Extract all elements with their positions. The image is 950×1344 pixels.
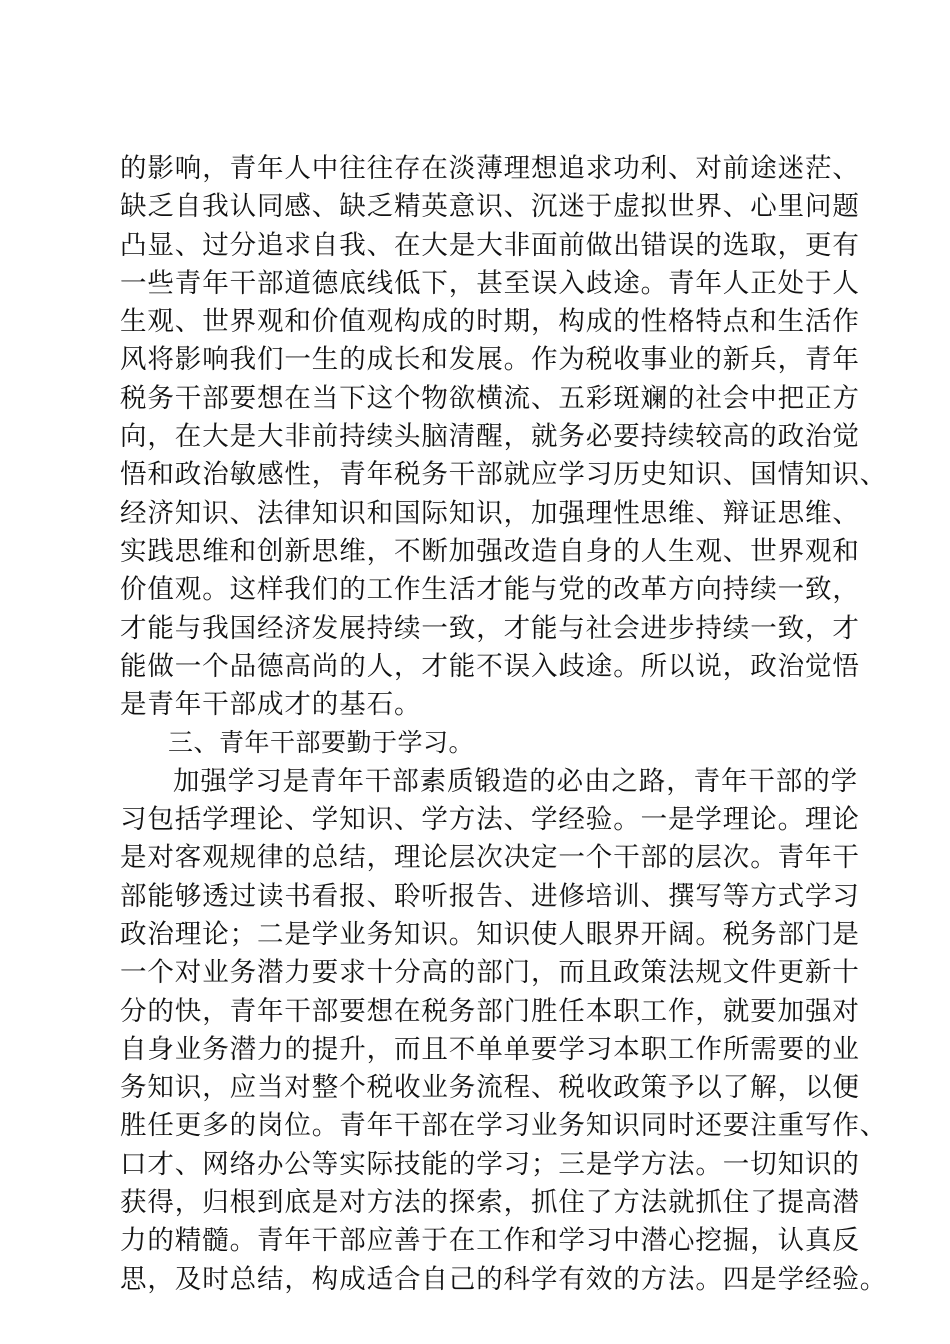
text-line: 税务干部要想在当下这个物欲横流、五彩斑斓的社会中把正方 <box>120 382 860 414</box>
section-heading: 三、青年干部要勤于学习。 <box>168 728 475 758</box>
text-line: 部能够透过读书看报、聆听报告、进修培训、撰写等方式学习 <box>120 880 860 912</box>
text-line: 胜任更多的岗位。青年干部在学习业务知识同时还要注重写作、 <box>120 1110 888 1142</box>
text-line: 思，及时总结，构成适合自己的科学有效的方法。四是学经验。 <box>120 1263 888 1295</box>
text-line: 加强学习是青年干部素质锻造的必由之路，青年干部的学 <box>173 765 858 797</box>
text-line: 分的快，青年干部要想在税务部门胜任本职工作，就要加强对 <box>120 995 860 1027</box>
text-line: 的影响，青年人中往往存在淡薄理想追求功利、对前途迷茫、 <box>120 153 860 184</box>
text-line: 凸显、过分追求自我、在大是大非面前做出错误的选取，更有 <box>120 229 860 261</box>
paragraph-diligent-study <box>120 763 888 1299</box>
text-line: 是青年干部成才的基石。 <box>120 689 422 721</box>
text-line: 缺乏自我认同感、缺乏精英意识、沉迷于虚拟世界、心里问题 <box>120 191 860 223</box>
text-line: 一个对业务潜力要求十分高的部门，而且政策法规文件更新十 <box>120 957 860 989</box>
text-line: 实践思维和创新思维，不断加强改造自身的人生观、世界观和 <box>120 535 860 567</box>
text-line: 向，在大是大非前持续头脑清醒，就务必要持续较高的政治觉 <box>120 421 860 453</box>
text-line: 能做一个品德高尚的人，才能不误入歧途。所以说，政治觉悟 <box>120 650 860 682</box>
text-line: 风将影响我们一生的成长和发展。作为税收事业的新兵，青年 <box>120 344 860 376</box>
text-line: 一些青年干部道德底线低下，甚至误入歧途。青年人正处于人 <box>120 267 860 299</box>
text-line: 悟和政治敏感性，青年税务干部就应学习历史知识、国情知识、 <box>120 459 888 491</box>
text-line: 才能与我国经济发展持续一致，才能与社会进步持续一致，才 <box>120 612 860 644</box>
text-line: 政治理论；二是学业务知识。知识使人眼界开阔。税务部门是 <box>120 918 860 950</box>
text-line: 价值观。这样我们的工作生活才能与党的改革方向持续一致， <box>120 574 860 606</box>
text-line: 经济知识、法律知识和国际知识，加强理性思维、辩证思维、 <box>120 497 860 529</box>
text-line: 是对客观规律的总结，理论层次决定一个干部的层次。青年干 <box>120 842 860 874</box>
text-line: 习包括学理论、学知识、学方法、学经验。一是学理论。理论 <box>120 804 860 836</box>
document-body <box>120 150 888 1299</box>
text-line: 力的精髓。青年干部应善于在工作和学习中潜心挖掘，认真反 <box>120 1225 860 1257</box>
text-line: 生观、世界观和价值观构成的时期，构成的性格特点和生活作 <box>120 306 860 338</box>
text-line: 务知识，应当对整个税收业务流程、税收政策予以了解，以便 <box>120 1072 860 1104</box>
text-line: 自身业务潜力的提升，而且不单单要学习本职工作所需要的业 <box>120 1033 860 1065</box>
text-line: 获得，归根到底是对方法的探索，抓住了方法就抓住了提高潜 <box>120 1187 860 1219</box>
text-line: 口才、网络办公等实际技能的学习；三是学方法。一切知识的 <box>120 1148 860 1180</box>
paragraph-political-awareness <box>120 150 888 724</box>
